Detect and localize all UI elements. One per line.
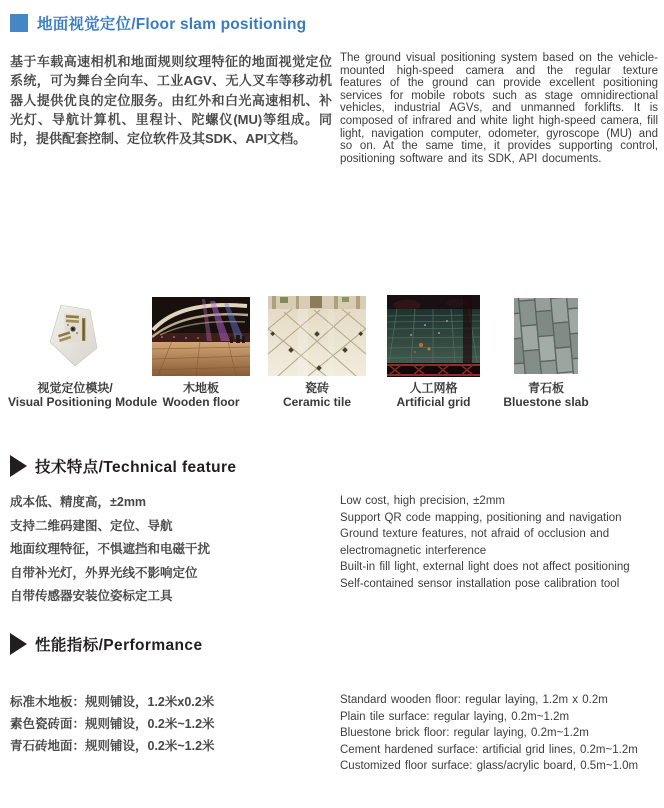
feature-item-zh: 成本低、精度高，±2mm — [10, 495, 147, 509]
technical-heading-text: 技术特点/Technical feature — [35, 459, 237, 476]
page-header — [10, 12, 306, 34]
spec-item-en: Bluestone brick floor: regular laying, 0.2m~1.2m — [340, 727, 589, 740]
page-title: 地面视觉定位/Floor slam positioning — [37, 16, 307, 33]
gallery-caption — [387, 382, 480, 409]
positioning-module-photo — [8, 294, 142, 378]
caption-en: Ceramic tile — [282, 394, 352, 409]
gallery-item-wooden-floor — [152, 294, 250, 409]
gallery-item-module — [8, 294, 158, 409]
caption-en: Visual Positioning Module — [8, 394, 158, 409]
spec-item-en: Standard wooden floor: regular laying, 1.2m x 0.2m — [340, 694, 608, 706]
bluestone-slab-photo — [486, 294, 606, 378]
spec-item-en: Customized floor surface: glass/acrylic board, 0.5m~1.0m — [340, 760, 639, 773]
technical-features-zh — [10, 491, 332, 609]
spec-item-zh: 标准木地板：规则铺设，1.2米x0.2米 — [10, 695, 215, 709]
wooden-floor-illustration — [152, 297, 250, 376]
gallery-caption — [8, 381, 158, 409]
performance-specs-en — [340, 692, 658, 775]
feature-item-en: Ground texture features, not afraid of occlusion and electromagnetic interference — [340, 528, 610, 557]
spec-item-en: Cement hardened surface: artificial grid lines, 0.2m~1.2m — [340, 743, 638, 756]
right-triangle-icon — [10, 455, 27, 477]
feature-item-zh: 地面纹理特征，不惧遮挡和电磁干扰 — [10, 542, 211, 556]
spec-item-zh: 素色瓷砖面：规则铺设，0.2米~1.2米 — [10, 716, 215, 731]
feature-item-zh: 自带传感器安装位姿标定工具 — [10, 589, 173, 603]
caption-en: Bluestone slab — [503, 394, 589, 409]
spec-item-en: Plain tile surface: regular laying, 0.2m~1.2m — [340, 710, 570, 723]
positioning-module-illustration — [46, 304, 104, 368]
section-heading-performance — [10, 633, 202, 655]
caption-zh: 人工网格 — [409, 381, 458, 395]
bluestone-slab-illustration — [514, 298, 578, 374]
feature-item-en: Built-in fill light, external light does not affect positioning — [340, 561, 630, 574]
gallery-item-ceramic-tile — [268, 294, 366, 409]
caption-zh: 瓷砖 — [304, 381, 329, 395]
ceramic-tile-illustration — [268, 296, 366, 376]
feature-item-zh: 自带补光灯，外界光线不影响定位 — [10, 565, 198, 580]
performance-specs-zh — [10, 692, 332, 757]
intro-paragraph-zh: 基于车载高速相机和地面规则纹理特征的地面视觉定位系统，可为舞台全向车、工业AGV、无人叉车等移动机器人提供优良的定位服务。由红外和白光高速相机、补光灯、导航计算机、里程计、陀螺仪(MU)等组成。同时，提供配套控制、定位软件及其SDK、API文档。 — [10, 54, 332, 147]
gallery-caption — [486, 382, 606, 409]
blue-square-icon — [10, 14, 28, 32]
feature-item-en: Support QR code mapping, positioning and navigation — [340, 511, 622, 524]
gallery-caption — [268, 382, 366, 409]
feature-item-en: Low cost, high precision, ±2mm — [340, 495, 505, 507]
caption-zh: 木地板 — [182, 381, 219, 395]
performance-heading-text: 性能指标/Performance — [35, 637, 203, 654]
intro-paragraph-en: The ground visual positioning system based on the vehicle-mounted high-speed camera and the regular texture features of the ground can provide excellent positioning services for mobile robots such as stage omnidirectional vehicles, industrial AGVs, and unmanned forklifts. It is composed of infrared and white light high-speed camera, fill light, navigation computer, odometer, gyroscope (MU) and so on. At the same time, it provides supporting control, positioning software and its SDK, API documents. — [340, 52, 658, 165]
right-triangle-icon — [10, 633, 27, 655]
gallery-caption — [152, 382, 250, 409]
wooden-floor-photo — [152, 294, 250, 378]
caption-zh: 视觉定位模块/ — [37, 381, 113, 395]
caption-en: Wooden floor — [162, 394, 240, 409]
spec-item-zh: 青石砖地面：规则铺设，0.2米~1.2米 — [10, 738, 215, 753]
feature-item-en: Self-contained sensor installation pose calibration tool — [340, 577, 620, 590]
section-heading-technical — [10, 455, 236, 477]
artificial-grid-illustration — [387, 295, 480, 377]
technical-features-en — [340, 493, 658, 593]
caption-en: Artificial grid — [396, 394, 471, 409]
gallery-item-bluestone-slab — [486, 294, 606, 409]
artificial-grid-photo — [387, 294, 480, 378]
caption-zh: 青石板 — [527, 381, 564, 395]
gallery-item-artificial-grid — [387, 294, 480, 409]
ceramic-tile-photo — [268, 294, 366, 378]
feature-item-zh: 支持二维码建图、定位、导航 — [10, 518, 173, 533]
